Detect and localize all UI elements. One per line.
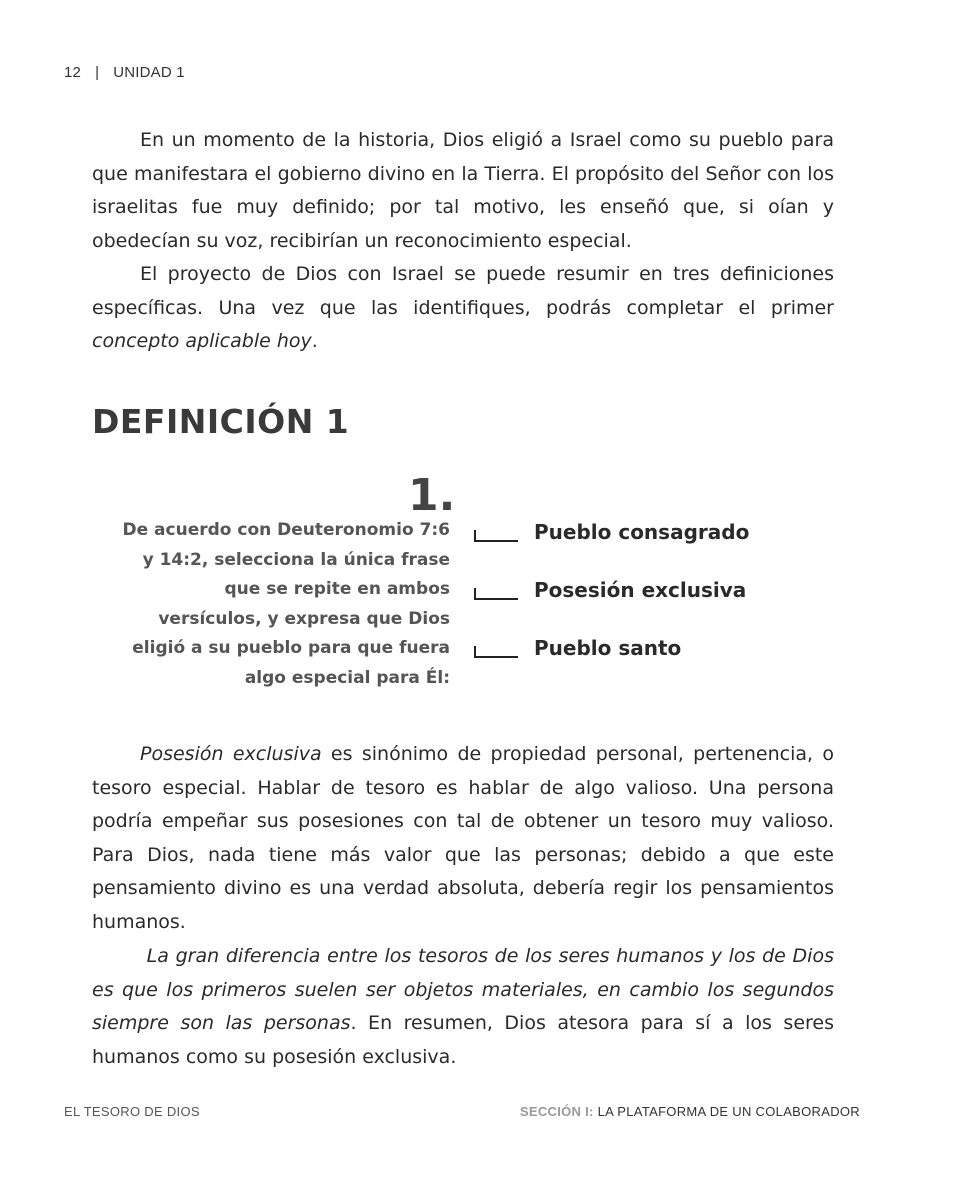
option-1[interactable] (474, 520, 749, 544)
intro-paragraph-1 (92, 124, 834, 258)
intro-p2-italic: concepto aplicable hoy (92, 330, 312, 352)
section-heading: DEFINICIÓN 1 (92, 402, 350, 441)
page-header (64, 64, 185, 81)
body-p4-text: . En resumen, Dios atesora para sí a los seres humanos como su posesión exclusiva. (92, 1012, 834, 1068)
body-p4-italic: La gran diferencia entre los tesoros de los seres humanos y los de Dios es que los primeros suelen ser objetos materiales, en cambio los segundos siempre son las personas (92, 945, 834, 1034)
footer-book-title: EL TESORO DE DIOS (64, 1104, 200, 1119)
header-separator: | (95, 64, 100, 81)
intro-p2-end: . (311, 330, 318, 352)
footer-section-title: LA PLATAFORMA DE UN COLABORADOR (593, 1104, 860, 1119)
checkbox-blank[interactable] (474, 588, 518, 600)
checkbox-blank[interactable] (474, 646, 518, 658)
option-label: Pueblo santo (534, 636, 682, 660)
body-p3-text: es sinónimo de propiedad personal, pertenencia, o tesoro especial. Hablar de tesoro es hablar de algo valioso. Una persona podría empeñar sus posesiones con tal de obtener un tesoro muy valioso. Para Dios, nada tiene más valor que las personas; debido a que este pensamiento divino es una verdad absoluta, debería regir los pensamientos humanos. (92, 743, 834, 933)
footer-section-label: SECCIÓN I: (519, 1104, 594, 1119)
body-paragraph-2 (92, 940, 834, 1074)
exercise-number: 1. (408, 470, 456, 521)
exercise-question: De acuerdo con Deuteronomio 7:6 y 14:2, selecciona la única frase que se repite en ambos versículos, y expresa que Dios eligió a su pueblo para que fuera algo especial para Él: (122, 520, 450, 688)
body-p3-italic: Posesión exclusiva (140, 743, 322, 765)
intro-p1-text: En un momento de la historia, Dios eligió a Israel como su pueblo para que manifestara el gobierno divino en la Tierra. El propósito del Señor con los israelitas fue muy definido; por tal motivo, les enseñó que, si oían y obedecían su voz, recibirían un reconocimiento especial. (92, 129, 834, 252)
option-3[interactable] (474, 636, 681, 660)
intro-paragraph-2 (92, 258, 834, 359)
footer-section (520, 1104, 860, 1119)
checkbox-blank[interactable] (474, 530, 518, 542)
option-2[interactable] (474, 578, 746, 602)
page-number: 12 (64, 64, 82, 81)
option-label: Pueblo consagrado (534, 520, 750, 544)
intro-p2-text: El proyecto de Dios con Israel se puede resumir en tres definiciones específicas. Una vez que las identifiques, podrás completar el primer (92, 263, 834, 319)
option-label: Posesión exclusiva (534, 578, 747, 602)
unit-label: UNIDAD 1 (113, 64, 185, 81)
body-paragraph-1 (92, 738, 834, 939)
